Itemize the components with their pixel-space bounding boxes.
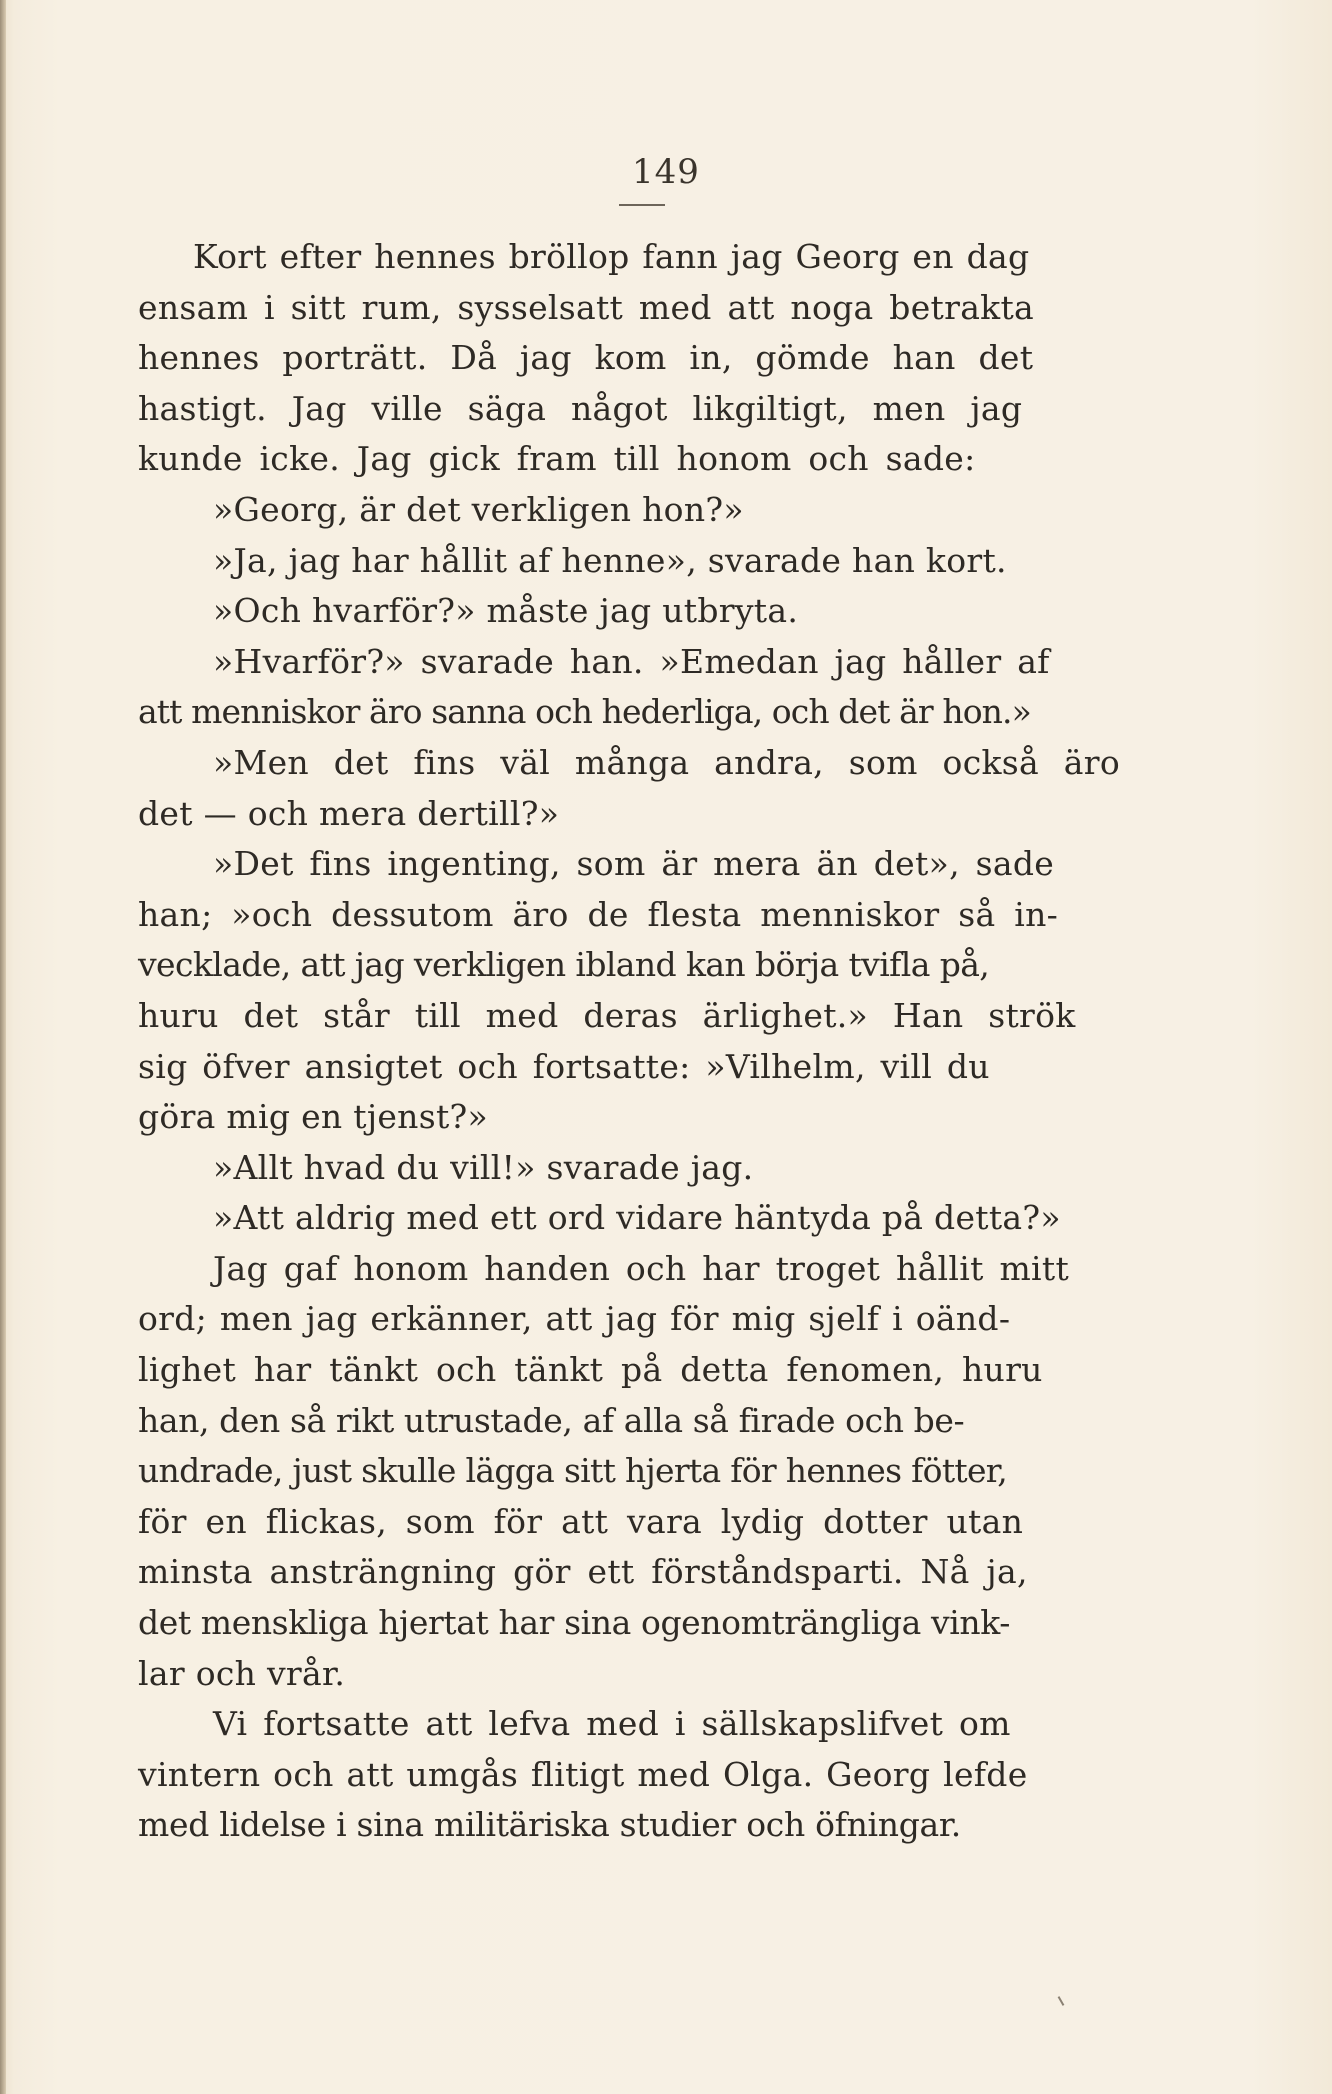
text-line: »Att aldrig med ett ord vidare häntyda på detta?»: [213, 1198, 1061, 1238]
text-line: »Men det fins väl många andra, som också äro: [213, 742, 1120, 782]
text-line: »Det fins ingenting, som är mera än det», sade: [213, 844, 1055, 884]
text-line: det menskliga hjertat har sina ogenomträngliga vink-: [138, 1603, 1011, 1643]
ink-speck: [1058, 1996, 1065, 2006]
text-line: Jag gaf honom handen och har troget hållit mitt: [213, 1248, 1070, 1288]
text-line: Vi fortsatte att lefva med i sällskapslifvet om: [213, 1704, 1011, 1744]
text-line: med lidelse i sina militäriska studier och öfningar.: [138, 1805, 961, 1845]
text-line: sig öfver ansigtet och fortsatte: »Vilhelm, vill du: [138, 1046, 990, 1086]
text-line: huru det står till med deras ärlighet.» Han strök: [138, 995, 1076, 1035]
text-line: »Georg, är det verkligen hon?»: [213, 489, 744, 529]
text-line: kunde icke. Jag gick fram till honom och sade:: [138, 439, 976, 479]
body-text: [138, 232, 1122, 1851]
text-line: »Hvarför?» svarade han. »Emedan jag håller af: [213, 641, 1050, 681]
text-line: göra mig en tjenst?»: [138, 1097, 489, 1137]
text-line: han; »och dessutom äro de flesta menniskor så in-: [138, 894, 1059, 934]
text-line: för en flickas, som för att vara lydig dotter utan: [138, 1501, 1024, 1541]
text-line: hastigt. Jag ville säga något likgiltigt, men jag: [138, 388, 1023, 428]
text-line: ord; men jag erkänner, att jag för mig sjelf i oänd-: [138, 1299, 1011, 1339]
page-number: 149: [632, 152, 700, 192]
text-line: minsta ansträngning gör ett förståndsparti. Nå ja,: [138, 1552, 1028, 1592]
text-line: hennes porträtt. Då jag kom in, gömde han det: [138, 338, 1034, 378]
text-line: »Ja, jag har hållit af henne», svarade han kort.: [213, 540, 1007, 580]
text-line: »Allt hvad du vill!» svarade jag.: [213, 1147, 754, 1187]
text-line: vecklade, att jag verkligen ibland kan börja tvifla på,: [138, 945, 990, 985]
text-line: att menniskor äro sanna och hederliga, och det är hon.»: [138, 692, 1031, 732]
text-line: »Och hvarför?» måste jag utbryta.: [213, 591, 799, 631]
page-edge: [0, 0, 6, 2094]
text-line: han, den så rikt utrustade, af alla så firade och be-: [138, 1400, 965, 1440]
text-line: lar och vrår.: [138, 1653, 346, 1693]
text-line: det — och mera dertill?»: [138, 793, 560, 833]
text-line: vintern och att umgås flitigt med Olga. Georg lefde: [138, 1754, 1028, 1794]
text-line: Kort efter hennes bröllop fann jag Georg en dag: [193, 237, 1030, 276]
text-line: ensam i sitt rum, sysselsatt med att noga betrakta: [138, 287, 1034, 327]
text-line: undrade, just skulle lägga sitt hjerta för hennes fötter,: [138, 1451, 1008, 1491]
text-line: lighet har tänkt och tänkt på detta fenomen, huru: [138, 1350, 1043, 1390]
page-number-rule: [619, 204, 665, 206]
